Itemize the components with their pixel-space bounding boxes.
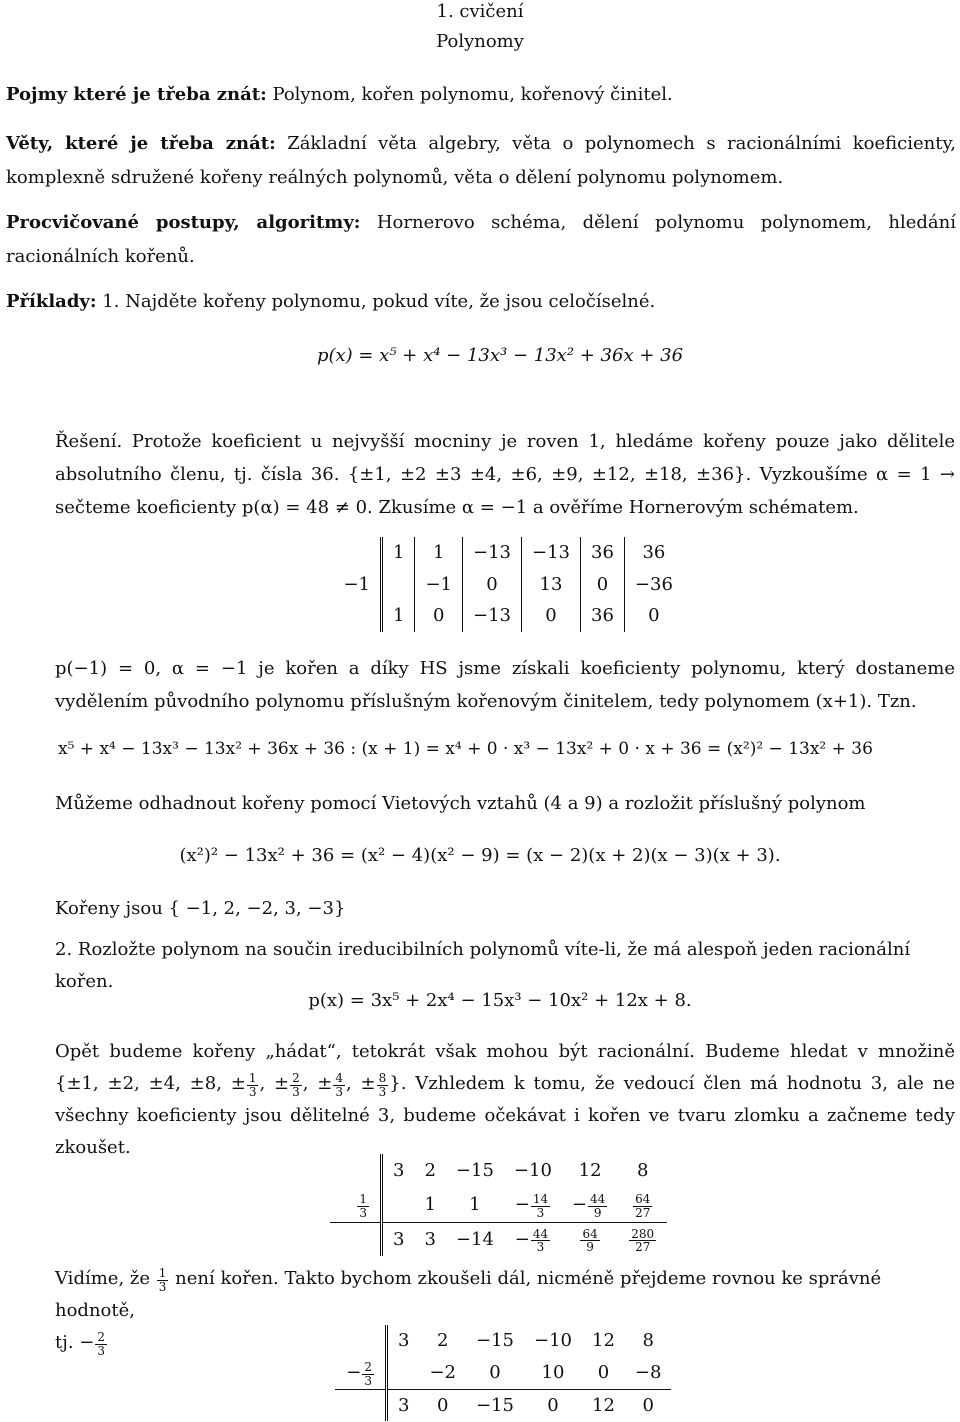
vety-paragraph — [6, 127, 956, 195]
paragraph-2: p(−1) = 0, α = −1 je kořen a díky HS jsme získali koeficienty polynomu, který dostaneme vydělením původního polynomu příslušným kořenovým činitelem, tedy polynomem (x+1). Tzn. — [55, 658, 955, 712]
reseni-paragraph: Řešení. Protože koeficient u nejvyšší mocniny je roven 1, hledáme kořeny pouze jako dělitele absolutního členu, tj. čísla 36. {±1, ±2 ±3 ±4, ±6, ±9, ±12, ±18, ±36}. Vyzkoušíme α = 1 → sečteme koeficienty p(α) = 48 ≠ 0. Zkusíme α = −1 a ověříme Hornerovým schématem. — [55, 431, 955, 518]
table-cell: 0 — [522, 600, 581, 632]
table-cell: 13 — [522, 569, 581, 601]
table-cell: 36 — [581, 600, 625, 632]
table-cell — [330, 1222, 382, 1256]
fraction-8-3: $\frac{8}{3}$ — [378, 1071, 387, 1099]
page-title: Polynomy — [436, 31, 524, 52]
equation-3: (x²)² − 13x² + 36 = (x² − 4)(x² − 9) = (x − 2)(x + 2)(x − 3)(x + 3). — [179, 845, 781, 866]
exercise-2: 2. Rozložte polynom na součin ireducibilních polynomů víte-li, že má alespoň jeden racionální kořen. — [55, 939, 911, 992]
paragraph-4-line-2: {±1, ±2, ±4, ±8, ± $\frac{1}{3}$ , ± $\frac{2}{3}$ , ± $\frac{4}{3}$ , ± $\frac{8}{3}$ }. Vzhledem k tomu, že vedoucí člen má hodnotu 3, ale ne — [55, 1071, 955, 1099]
table-cell: 1 — [382, 600, 415, 632]
table-row — [320, 569, 683, 601]
table-cell: 12 — [578, 1160, 602, 1182]
paragraph-4-line-4: zkoušet. — [55, 1137, 131, 1158]
table-cell: 36 — [642, 542, 666, 563]
table-cell: 0 — [415, 600, 463, 632]
table-cell — [335, 1389, 387, 1421]
table-cell — [320, 537, 382, 569]
table-cell — [382, 1188, 415, 1222]
table-cell: 1 — [469, 1194, 481, 1215]
table-row — [320, 537, 683, 569]
table-cell: 3 — [393, 1228, 405, 1250]
postupy-text: Hornerovo schéma, dělení polynomu polynomem, hledání racionálních kořenů. — [6, 212, 956, 267]
table-row — [330, 1154, 667, 1188]
paragraph-3: Můžeme odhadnout kořeny pomocí Vietových vztahů (4 a 9) a rozložit příslušný polynom — [55, 793, 866, 814]
table-cell: −2 — [429, 1362, 456, 1383]
paragraph-4 — [55, 1036, 955, 1164]
table-cell: $\frac{280}{27}$ — [631, 1226, 655, 1255]
table-cell: 2 — [424, 1160, 436, 1182]
table-cell: 0 — [581, 569, 625, 601]
table-cell: 0 — [489, 1362, 501, 1383]
table-cell: 8 — [642, 1330, 654, 1352]
table-cell: $\frac{64}{9}$ — [582, 1226, 598, 1255]
paragraph-5-line-1 — [55, 1263, 955, 1327]
table-cell: −13 — [463, 600, 522, 632]
doc-header — [0, 0, 960, 54]
table-cell: −36 — [634, 573, 673, 595]
vety-text: Základní věta algebry, věta o polynomech s racionálními koeficienty, komplexně sdružené kořeny reálných polynomů, věta o dělení polynomu polynomem. — [6, 133, 956, 188]
fraction-1-3: $\frac{1}{3}$ — [359, 1192, 367, 1220]
priklady-paragraph — [6, 286, 956, 318]
horner-table-3 — [335, 1325, 671, 1421]
fraction-1-3: $\frac{1}{3}$ — [158, 1266, 167, 1294]
vety-label: Věty, které je třeba znát: — [6, 133, 276, 154]
table-cell: 1 — [424, 1194, 436, 1215]
table-cell — [387, 1357, 420, 1389]
table-cell: 0 — [547, 1394, 559, 1416]
para5-rest: není kořen. Takto bychom zkoušeli dál, nicméně přejdeme rovnou ke správné hodnotě, — [55, 1268, 882, 1321]
pojmy-paragraph — [6, 79, 956, 111]
table-cell: − $\frac{2}{3}$ — [335, 1357, 387, 1389]
table-cell: − $\frac{44}{9}$ — [571, 1192, 606, 1220]
fraction-2-3: $\frac{2}{3}$ — [364, 1360, 372, 1388]
table-cell: −8 — [634, 1362, 662, 1383]
table-cell: 36 — [581, 537, 625, 569]
table-cell: 0 — [437, 1394, 449, 1416]
set-start: {±1, ±2, ±4, ±8, ± — [55, 1073, 246, 1094]
equation-4: p(x) = 3x⁵ + 2x⁴ − 15x³ − 10x² + 12x + 8. — [308, 990, 692, 1011]
set-end: }. Vzhledem k tomu, že vedoucí člen má hodnotu 3, ale ne — [389, 1073, 955, 1094]
table-cell — [335, 1325, 387, 1357]
table-cell: $\frac{64}{27}$ — [635, 1192, 651, 1220]
table-cell: −15 — [455, 1160, 494, 1182]
table-cell: 12 — [592, 1330, 615, 1352]
table-cell: −15 — [476, 1394, 514, 1416]
fraction-1-3: $\frac{1}{3}$ — [248, 1071, 257, 1099]
table-cell: 2 — [437, 1330, 449, 1352]
table-cell: 1 — [415, 537, 463, 569]
equation-2: x⁵ + x⁴ − 13x³ − 13x² + 36x + 36 : (x + 1) = x⁴ + 0 · x³ − 13x² + 0 · x + 36 = (x²)² − 13x² + 36 — [58, 739, 873, 759]
table-cell: 0 — [463, 569, 522, 601]
table-cell: 3 — [398, 1330, 410, 1352]
table-cell: 0 — [642, 1394, 654, 1416]
table-row — [335, 1325, 671, 1357]
table-row — [320, 600, 683, 632]
postupy-label: Procvičované postupy, algoritmy: — [6, 212, 361, 233]
postupy-paragraph — [6, 206, 956, 274]
table-cell — [330, 1188, 382, 1222]
table-cell: − $\frac{44}{3}$ — [514, 1226, 549, 1255]
table-cell: −10 — [513, 1160, 552, 1182]
koreny-paragraph: Kořeny jsou { −1, 2, −2, 3, −3} — [55, 898, 346, 919]
paragraph-4-line-3: všechny koeficienty jsou dělitelné 3, budeme očekávat i kořen ve tvaru zlomku a začneme tedy — [55, 1105, 955, 1126]
table-cell: 12 — [592, 1394, 615, 1416]
table-cell — [320, 600, 382, 632]
table-cell — [330, 1154, 382, 1188]
table-row — [335, 1357, 671, 1389]
table-cell: −15 — [476, 1330, 514, 1352]
table-cell: −14 — [455, 1228, 494, 1250]
pojmy-text: Polynom, kořen polynomu, kořenový činitel. — [266, 84, 673, 105]
table-row — [330, 1188, 667, 1222]
section-number: 1. cvičení — [436, 1, 524, 22]
pojmy-label: Pojmy které je třeba znát: — [6, 84, 267, 105]
table-cell: − $\frac{14}{3}$ — [514, 1192, 549, 1220]
equation-1: p(x) = x⁵ + x⁴ − 13x³ − 13x² + 36x + 36 — [316, 345, 684, 366]
para5-start: Vidíme, že — [55, 1268, 151, 1289]
table-cell: 1 — [382, 537, 415, 569]
priklady-label: Příklady: — [6, 291, 97, 312]
table-row — [330, 1222, 667, 1256]
table-cell: −13 — [522, 537, 581, 569]
table-cell: 10 — [541, 1362, 565, 1383]
table-cell: 8 — [637, 1160, 649, 1182]
fraction-4-3: $\frac{4}{3}$ — [335, 1071, 344, 1099]
para5-tj: tj. − — [55, 1332, 95, 1353]
fraction-2-3: $\frac{2}{3}$ — [97, 1330, 105, 1358]
table-cell: 0 — [648, 605, 660, 626]
table-cell: −13 — [463, 537, 522, 569]
table-cell: 3 — [398, 1394, 410, 1416]
horner-table-2 — [330, 1154, 667, 1256]
fraction-2-3: $\frac{2}{3}$ — [292, 1071, 300, 1099]
table-cell: 3 — [424, 1228, 436, 1250]
table-cell: −1 — [415, 569, 463, 601]
horner-table-1 — [320, 537, 683, 632]
table-cell: 0 — [597, 1362, 610, 1383]
table-cell: 3 — [393, 1160, 405, 1182]
priklady-text: 1. Najděte kořeny polynomu, pokud víte, že jsou celočíselné. — [96, 291, 656, 312]
table-cell — [382, 569, 415, 601]
table-row — [335, 1389, 671, 1421]
table-cell: −1 — [320, 569, 382, 601]
paragraph-4-line-1: Opět budeme kořeny „hádat“, tetokrát však mohou být racionální. Budeme hledat v množině — [55, 1041, 955, 1062]
table-cell: −10 — [534, 1330, 572, 1352]
